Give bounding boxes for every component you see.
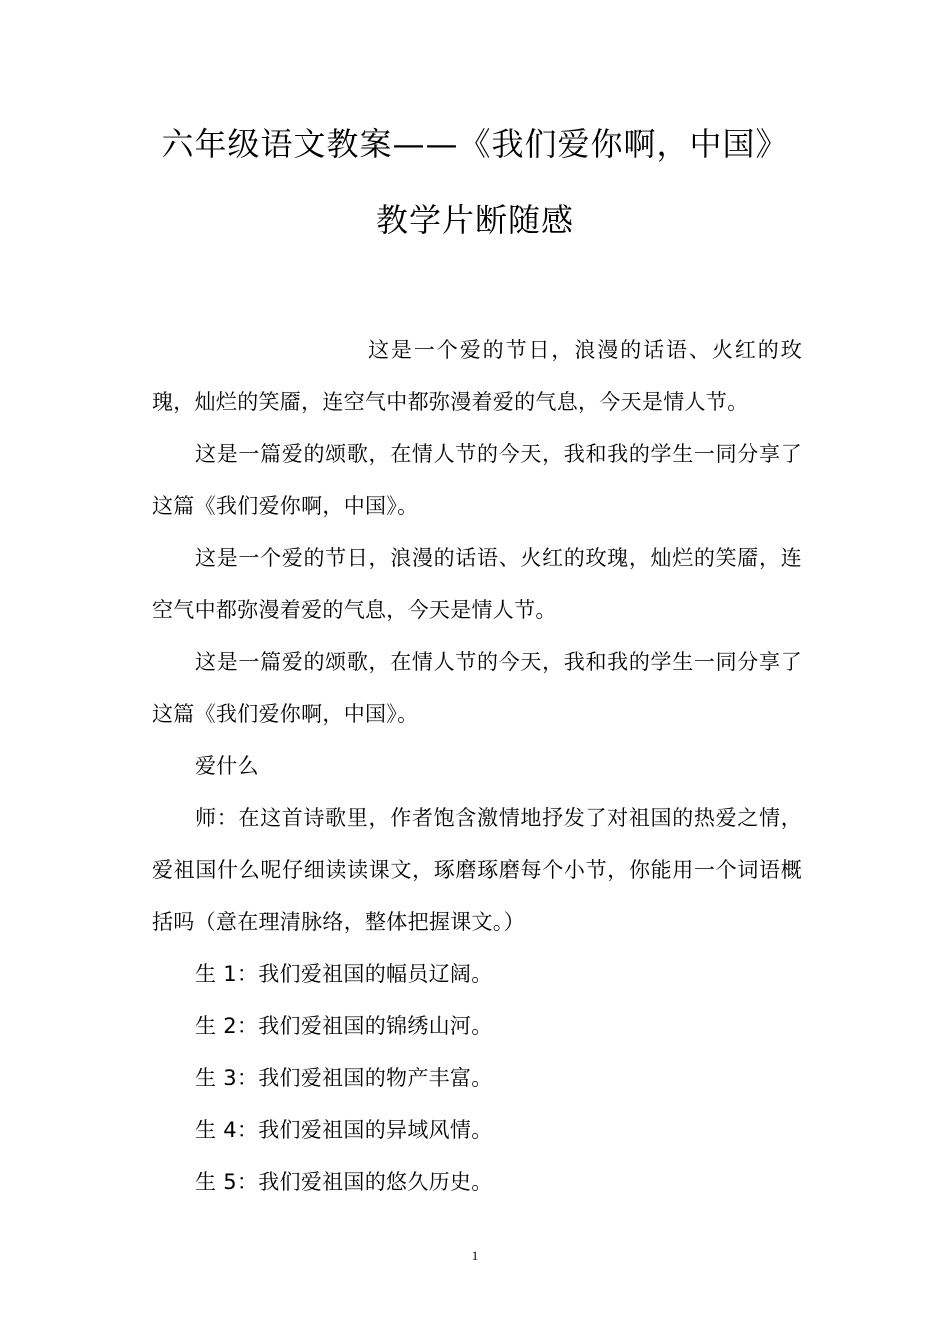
paragraph-3: 这是一个爱的节日，浪漫的话语、火红的玫瑰，灿烂的笑靥，连空气中都弥漫着爱的气息，今天是情人节。 (152, 546, 802, 622)
page-number: 1 (471, 1248, 479, 1263)
document-title-line-1: 六年级语文教案——《我们爱你啊，中国》 (161, 125, 789, 163)
student-answer-1: 生 1：我们爱祖国的幅员辽阔。 (195, 962, 493, 986)
document-body (152, 324, 802, 1208)
document-title-line-2: 教学片断随感 (375, 201, 574, 239)
paragraph-4: 这是一篇爱的颂歌，在情人节的今天，我和我的学生一同分享了这篇《我们爱你啊，中国》。 (152, 650, 802, 726)
student-answer-5: 生 5：我们爱祖国的悠久历史。 (195, 1170, 493, 1194)
paragraph-1: 这是一个爱的节日，浪漫的话语、火红的玫瑰，灿烂的笑靥，连空气中都弥漫着爱的气息，今天是情人节。 (152, 338, 802, 414)
student-answer-4: 生 4：我们爱祖国的异域风情。 (195, 1118, 493, 1142)
section-heading-ai-shenme: 爱什么 (195, 754, 259, 778)
student-answer-3: 生 3：我们爱祖国的物产丰富。 (195, 1066, 493, 1090)
teacher-question: 师：在这首诗歌里，作者饱含激情地抒发了对祖国的热爱之情，爱祖国什么呢仔细读读课文，琢磨琢磨每个小节，你能用一个词语概括吗（意在理清脉络，整体把握课文。） (152, 806, 802, 934)
paragraph-2: 这是一篇爱的颂歌，在情人节的今天，我和我的学生一同分享了这篇《我们爱你啊，中国》。 (152, 442, 802, 518)
student-answer-2: 生 2：我们爱祖国的锦绣山河。 (195, 1014, 493, 1038)
